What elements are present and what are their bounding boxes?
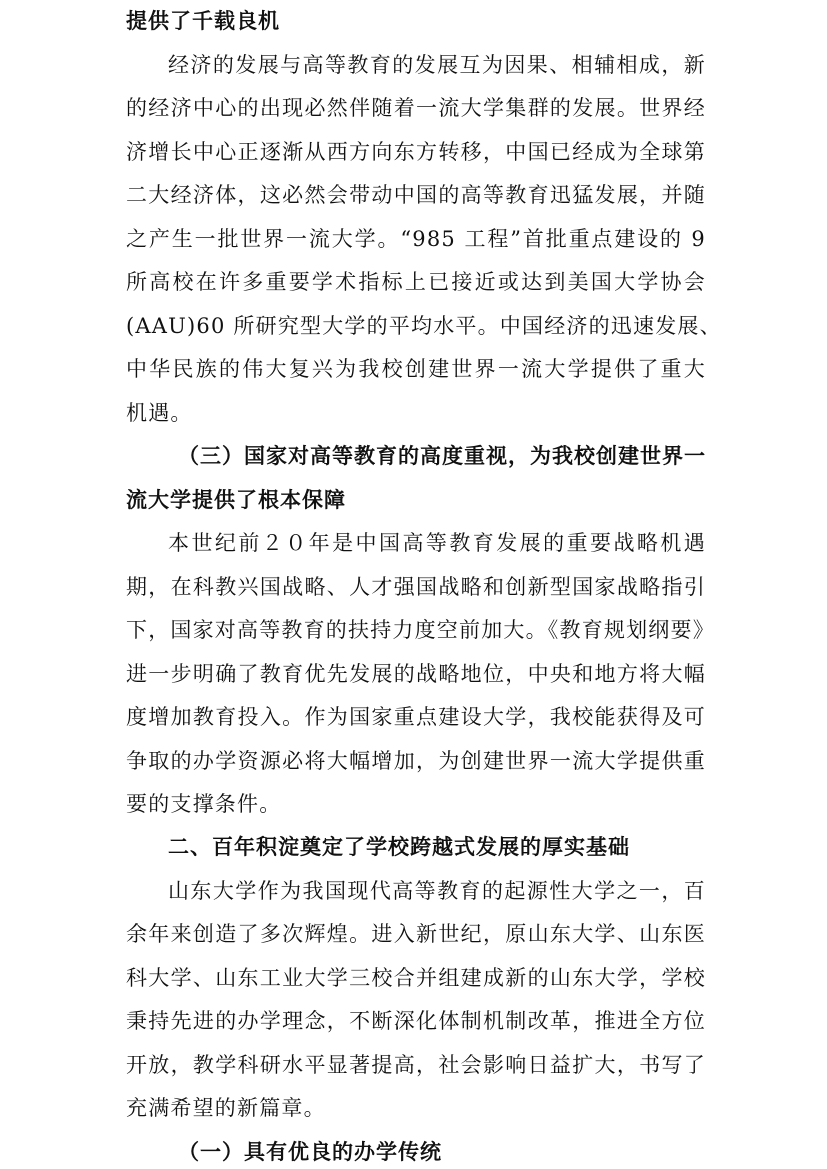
paragraph-line: 中华民族的伟大复兴为我校创建世界一流大学提供了重大 xyxy=(126,357,706,381)
paragraph-line: 经济的发展与高等教育的发展互为因果、相辅相成，新 xyxy=(168,53,706,77)
chapter-heading: 二、百年积淀奠定了学校跨越式发展的厚实基础 xyxy=(168,835,630,859)
paragraph-line: 之产生一批世界一流大学。“985 工程”首批重点建设的 9 xyxy=(126,227,706,251)
paragraph-line: 科大学、山东工业大学三校合并组建成新的山东大学，学校 xyxy=(126,966,706,990)
paragraph-line: 下，国家对高等教育的扶持力度空前加大。《教育规划纲要》 xyxy=(126,618,715,642)
paragraph-line: 二大经济体，这必然会带动中国的高等教育迅猛发展，并随 xyxy=(126,183,706,207)
paragraph-line: 余年来创造了多次辉煌。进入新世纪，原山东大学、山东医 xyxy=(126,922,706,946)
paragraph-line: 开放，教学科研水平显著提高，社会影响日益扩大，书写了 xyxy=(126,1053,706,1077)
paragraph-line: 要的支撑条件。 xyxy=(126,792,282,816)
paragraph-line: (AAU)60 所研究型大学的平均水平。中国经济的迅速发展、 xyxy=(126,314,722,338)
section-heading: 流大学提供了根本保障 xyxy=(126,488,346,512)
paragraph-line: 的经济中心的出现必然伴随着一流大学集群的发展。世界经 xyxy=(126,96,706,120)
paragraph-line: 争取的办学资源必将大幅增加，为创建世界一流大学提供重 xyxy=(126,749,706,773)
paragraph-line: 所高校在许多重要学术指标上已接近或达到美国大学协会 xyxy=(126,270,706,294)
paragraph-line: 本世纪前２０年是中国高等教育发展的重要战略机遇 xyxy=(168,531,706,555)
paragraph-line: 期，在科教兴国战略、人才强国战略和创新型国家战略指引 xyxy=(126,575,706,599)
paragraph-line: 山东大学作为我国现代高等教育的起源性大学之一，百 xyxy=(168,879,706,903)
section-heading-tail: 提供了千载良机 xyxy=(126,9,280,33)
paragraph-line: 济增长中心正逐渐从西方向东方转移，中国已经成为全球第 xyxy=(126,140,706,164)
paragraph-line: 度增加教育投入。作为国家重点建设大学，我校能获得及可 xyxy=(126,705,706,729)
section-heading: （一）具有优良的办学传统 xyxy=(178,1140,442,1164)
paragraph-line: 机遇。 xyxy=(126,401,193,425)
paragraph-line: 秉持先进的办学理念，不断深化体制机制改革，推进全方位 xyxy=(126,1009,706,1033)
section-heading: （三）国家对高等教育的高度重视，为我校创建世界一 xyxy=(178,444,706,468)
paragraph-line: 进一步明确了教育优先发展的战略地位，中央和地方将大幅 xyxy=(126,662,706,686)
paragraph-line: 充满希望的新篇章。 xyxy=(126,1096,326,1120)
